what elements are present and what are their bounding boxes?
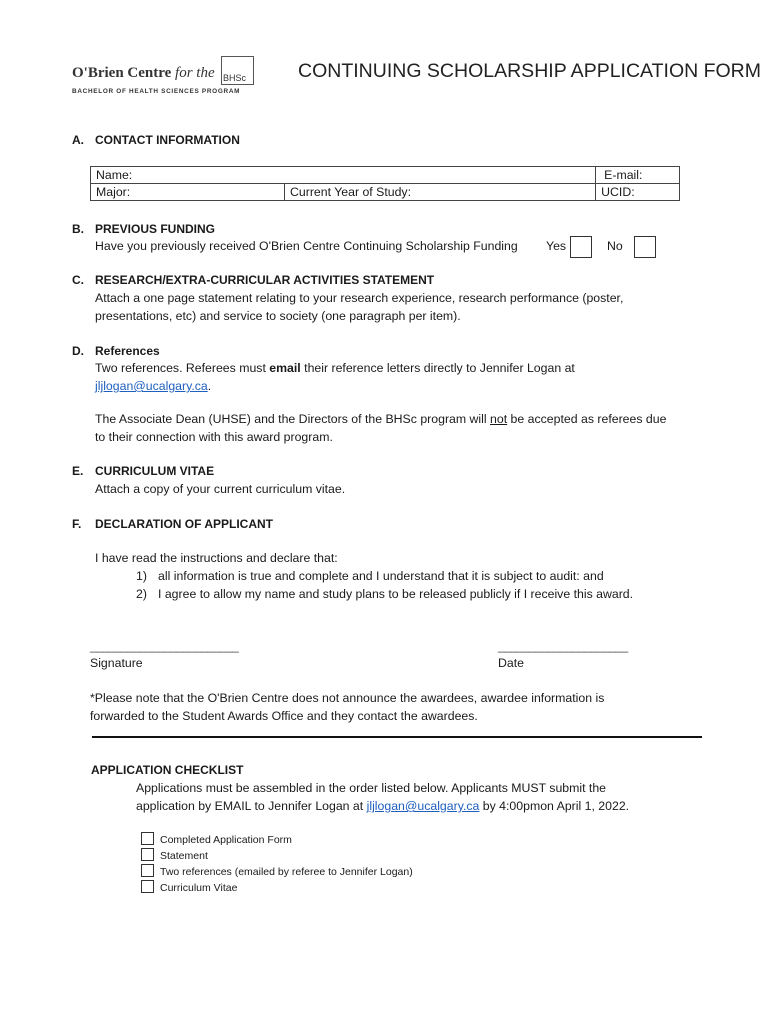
checklist-heading: APPLICATION CHECKLIST bbox=[91, 763, 244, 777]
yes-checkbox[interactable] bbox=[570, 236, 592, 258]
declaration-item-1-num: 1) bbox=[136, 569, 147, 583]
logo-subtitle: BACHELOR OF HEALTH SCIENCES PROGRAM bbox=[72, 88, 241, 95]
declaration-item-2-num: 2) bbox=[136, 587, 147, 601]
email-label: E-mail: bbox=[604, 168, 643, 182]
checkbox-icon[interactable] bbox=[141, 848, 154, 861]
declaration-item-1: all information is true and complete and I understand that it is subject to audit: and bbox=[158, 569, 604, 583]
references-text-a: Two references. Referees must bbox=[95, 361, 270, 375]
checkbox-icon[interactable] bbox=[141, 832, 154, 845]
logo-bhsc-box bbox=[221, 56, 254, 85]
section-b-heading: PREVIOUS FUNDING bbox=[95, 222, 216, 236]
date-label: Date bbox=[498, 656, 524, 670]
section-d-letter: D. bbox=[72, 344, 84, 358]
name-field[interactable] bbox=[91, 167, 596, 184]
major-label: Major: bbox=[96, 185, 131, 199]
section-e-letter: E. bbox=[72, 464, 84, 478]
no-label: No bbox=[607, 239, 623, 253]
referee-note-not: not bbox=[490, 412, 508, 426]
email-field[interactable] bbox=[596, 167, 680, 184]
section-c-letter: C. bbox=[72, 273, 84, 287]
checklist-email-link[interactable]: jljlogan@ucalgary.ca bbox=[366, 799, 480, 813]
section-c-heading: RESEARCH/EXTRA-CURRICULAR ACTIVITIES STATEMENT bbox=[95, 273, 435, 287]
referee-note-line-1 bbox=[95, 410, 666, 428]
checklist-item-label: Two references (emailed by referee to Jennifer Logan) bbox=[160, 866, 413, 878]
declaration-item-2: I agree to allow my name and study plans to be released publicly if I receive this award. bbox=[158, 587, 634, 601]
section-a-letter: A. bbox=[72, 133, 84, 147]
checklist-item[interactable] bbox=[141, 848, 208, 862]
referee-note-line-2: to their connection with this award program. bbox=[95, 430, 333, 444]
checklist-item[interactable] bbox=[141, 864, 413, 878]
funding-question: Have you previously received O'Brien Centre Continuing Scholarship Funding bbox=[95, 239, 518, 253]
no-checkbox[interactable] bbox=[634, 236, 656, 258]
checkbox-icon[interactable] bbox=[141, 864, 154, 877]
references-period: . bbox=[207, 379, 212, 393]
logo-for-the: for the bbox=[175, 65, 215, 81]
major-field[interactable] bbox=[91, 184, 285, 201]
ucid-label: UCID: bbox=[601, 185, 635, 199]
contact-table bbox=[90, 166, 680, 201]
declaration-intro: I have read the instructions and declare that: bbox=[95, 551, 338, 565]
checklist-item[interactable] bbox=[141, 832, 292, 846]
section-f-heading: DECLARATION OF APPLICANT bbox=[95, 517, 273, 531]
section-e-heading: CURRICULUM VITAE bbox=[95, 464, 215, 478]
statement-line-1: Attach a one page statement relating to your research experience, research performance (poster, bbox=[95, 291, 624, 305]
checklist-text-b: by 4:00pmon April 1, 2022. bbox=[479, 799, 630, 813]
references-line-1 bbox=[95, 359, 575, 377]
logo-name: O'Brien Centre bbox=[72, 65, 176, 81]
referee-note-b: be accepted as referees due bbox=[507, 412, 667, 426]
checklist-item-label: Curriculum Vitae bbox=[160, 882, 238, 894]
checklist-text-a: application by EMAIL to Jennifer Logan at bbox=[136, 799, 367, 813]
date-line[interactable]: _____________________ bbox=[498, 639, 628, 653]
note-line-2: forwarded to the Student Awards Office and they contact the awardees. bbox=[90, 709, 478, 723]
cv-line: Attach a copy of your current curriculum vitae. bbox=[95, 482, 346, 496]
yes-label: Yes bbox=[546, 239, 567, 253]
ucid-field[interactable] bbox=[596, 184, 680, 201]
year-label: Current Year of Study: bbox=[290, 185, 411, 199]
references-line-2 bbox=[95, 377, 211, 395]
checkbox-icon[interactable] bbox=[141, 880, 154, 893]
section-f-letter: F. bbox=[72, 517, 82, 531]
checklist-item-label: Statement bbox=[160, 850, 208, 862]
section-a-heading: CONTACT INFORMATION bbox=[95, 133, 240, 147]
logo-wordmark bbox=[72, 65, 215, 82]
logo bbox=[66, 50, 266, 100]
checklist-line-2 bbox=[136, 797, 629, 815]
year-of-study-field[interactable] bbox=[285, 184, 596, 201]
referee-note-a: The Associate Dean (UHSE) and the Directors of the BHSc program will bbox=[95, 412, 491, 426]
references-email-link[interactable]: jljlogan@ucalgary.ca bbox=[95, 379, 208, 393]
references-text-b: their reference letters directly to Jennifer Logan at bbox=[300, 361, 575, 375]
signature-line[interactable]: ________________________ bbox=[90, 639, 239, 653]
note-line-1: *Please note that the O'Brien Centre does not announce the awardees, awardee information is bbox=[90, 691, 605, 705]
section-b-letter: B. bbox=[72, 222, 84, 236]
checklist-item[interactable] bbox=[141, 880, 237, 894]
page-title: CONTINUING SCHOLARSHIP APPLICATION FORM bbox=[298, 60, 762, 82]
section-d-heading: References bbox=[95, 344, 160, 358]
divider bbox=[92, 736, 702, 738]
checklist-line-1: Applications must be assembled in the order listed below. Applicants MUST submit the bbox=[136, 781, 607, 795]
statement-line-2: presentations, etc) and service to society (one paragraph per item). bbox=[95, 309, 461, 323]
logo-bhsc-text: BHSc bbox=[223, 73, 247, 83]
signature-label: Signature bbox=[90, 656, 143, 670]
references-email-bold: email bbox=[269, 361, 301, 375]
checklist-item-label: Completed Application Form bbox=[160, 834, 292, 846]
name-label: Name: bbox=[96, 168, 133, 182]
